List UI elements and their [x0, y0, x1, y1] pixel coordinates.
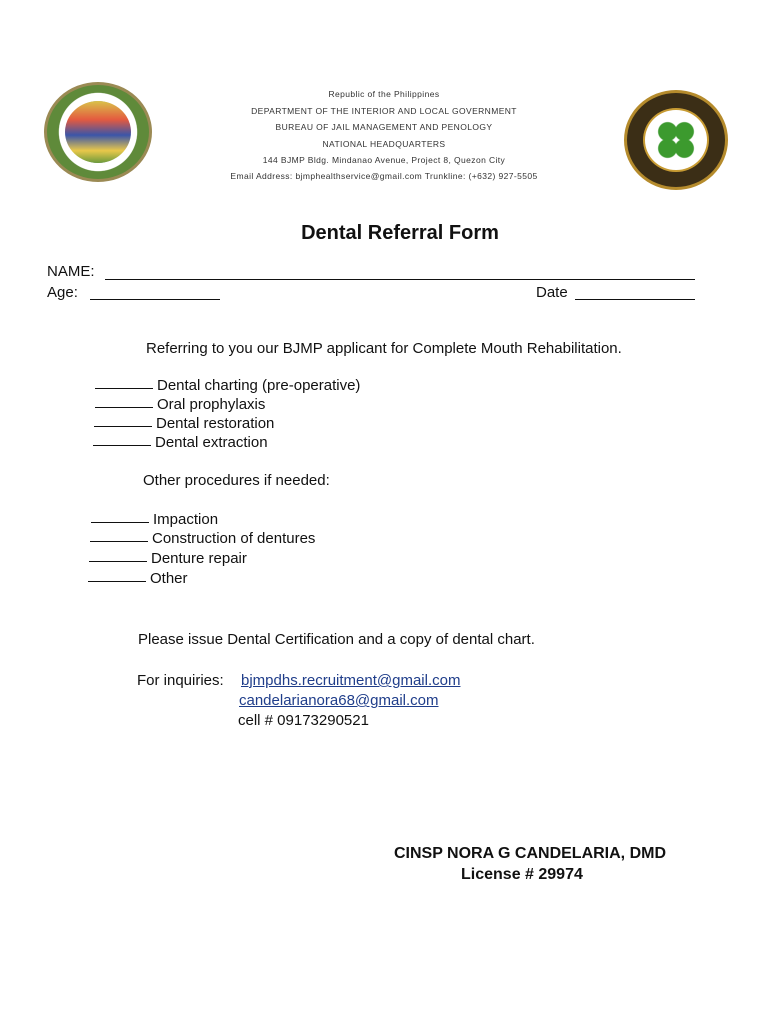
name-label: NAME:: [47, 263, 95, 280]
recruitment-email-link[interactable]: bjmpdhs.recruitment@gmail.com: [241, 672, 461, 689]
checkmark-blank[interactable]: [91, 522, 149, 523]
procedure-label: Impaction: [153, 511, 219, 528]
procedure-label: Dental restoration: [156, 415, 275, 432]
procedure-label: Dental charting (pre-operative): [157, 377, 361, 394]
other-procedure-item[interactable]: [89, 550, 247, 567]
certification-request: Please issue Dental Certification and a copy of dental chart.: [138, 631, 535, 648]
license-number: License # 29974: [461, 866, 583, 883]
procedure-item[interactable]: [95, 377, 360, 394]
checkmark-blank[interactable]: [90, 541, 148, 542]
checkmark-blank[interactable]: [89, 561, 147, 562]
checkmark-blank[interactable]: [94, 426, 152, 427]
signatory-name: CINSP NORA G CANDELARIA, DMD: [394, 845, 667, 862]
other-procedure-item[interactable]: [91, 511, 218, 528]
checkmark-blank[interactable]: [95, 388, 153, 389]
letterhead-address: 144 BJMP Bldg. Mindanao Avenue, Project 8, Quezon City: [262, 155, 506, 165]
procedure-item[interactable]: [94, 415, 274, 432]
form-title: Dental Referral Form: [301, 222, 499, 244]
other-procedure-item[interactable]: [88, 570, 188, 587]
age-label: Age:: [47, 284, 78, 301]
referral-intro: Referring to you our BJMP applicant for Complete Mouth Rehabilitation.: [146, 340, 622, 357]
letterhead-republic: Republic of the Philippines: [328, 89, 440, 99]
procedure-item[interactable]: [93, 434, 268, 451]
candelaria-email-link[interactable]: candelarianora68@gmail.com: [239, 692, 439, 709]
letterhead-hq: NATIONAL HEADQUARTERS: [322, 139, 446, 149]
checkmark-blank[interactable]: [93, 445, 151, 446]
date-label: Date: [536, 284, 568, 301]
checkmark-blank[interactable]: [95, 407, 153, 408]
letterhead-contact: Email Address: bjmphealthservice@gmail.com Trunkline: (+632) 927-5505: [230, 171, 538, 181]
name-field-line[interactable]: [105, 279, 695, 280]
other-procedure-item[interactable]: [90, 530, 315, 547]
procedure-label: Other: [150, 570, 188, 587]
procedure-label: Denture repair: [151, 550, 247, 567]
procedure-item[interactable]: [95, 396, 265, 413]
other-procedures-heading: Other procedures if needed:: [143, 472, 330, 489]
letterhead-bureau: BUREAU OF JAIL MANAGEMENT AND PENOLOGY: [275, 122, 493, 132]
checkmark-blank[interactable]: [88, 581, 146, 582]
age-field-line[interactable]: [90, 299, 220, 300]
procedure-label: Construction of dentures: [152, 530, 316, 547]
procedure-label: Oral prophylaxis: [157, 396, 266, 413]
inquiries-label: For inquiries:: [137, 672, 224, 689]
letterhead-department: DEPARTMENT OF THE INTERIOR AND LOCAL GOVERNMENT: [251, 106, 517, 116]
cell-number: cell # 09173290521: [238, 712, 369, 729]
date-field-line[interactable]: [575, 299, 695, 300]
procedure-label: Dental extraction: [155, 434, 268, 451]
